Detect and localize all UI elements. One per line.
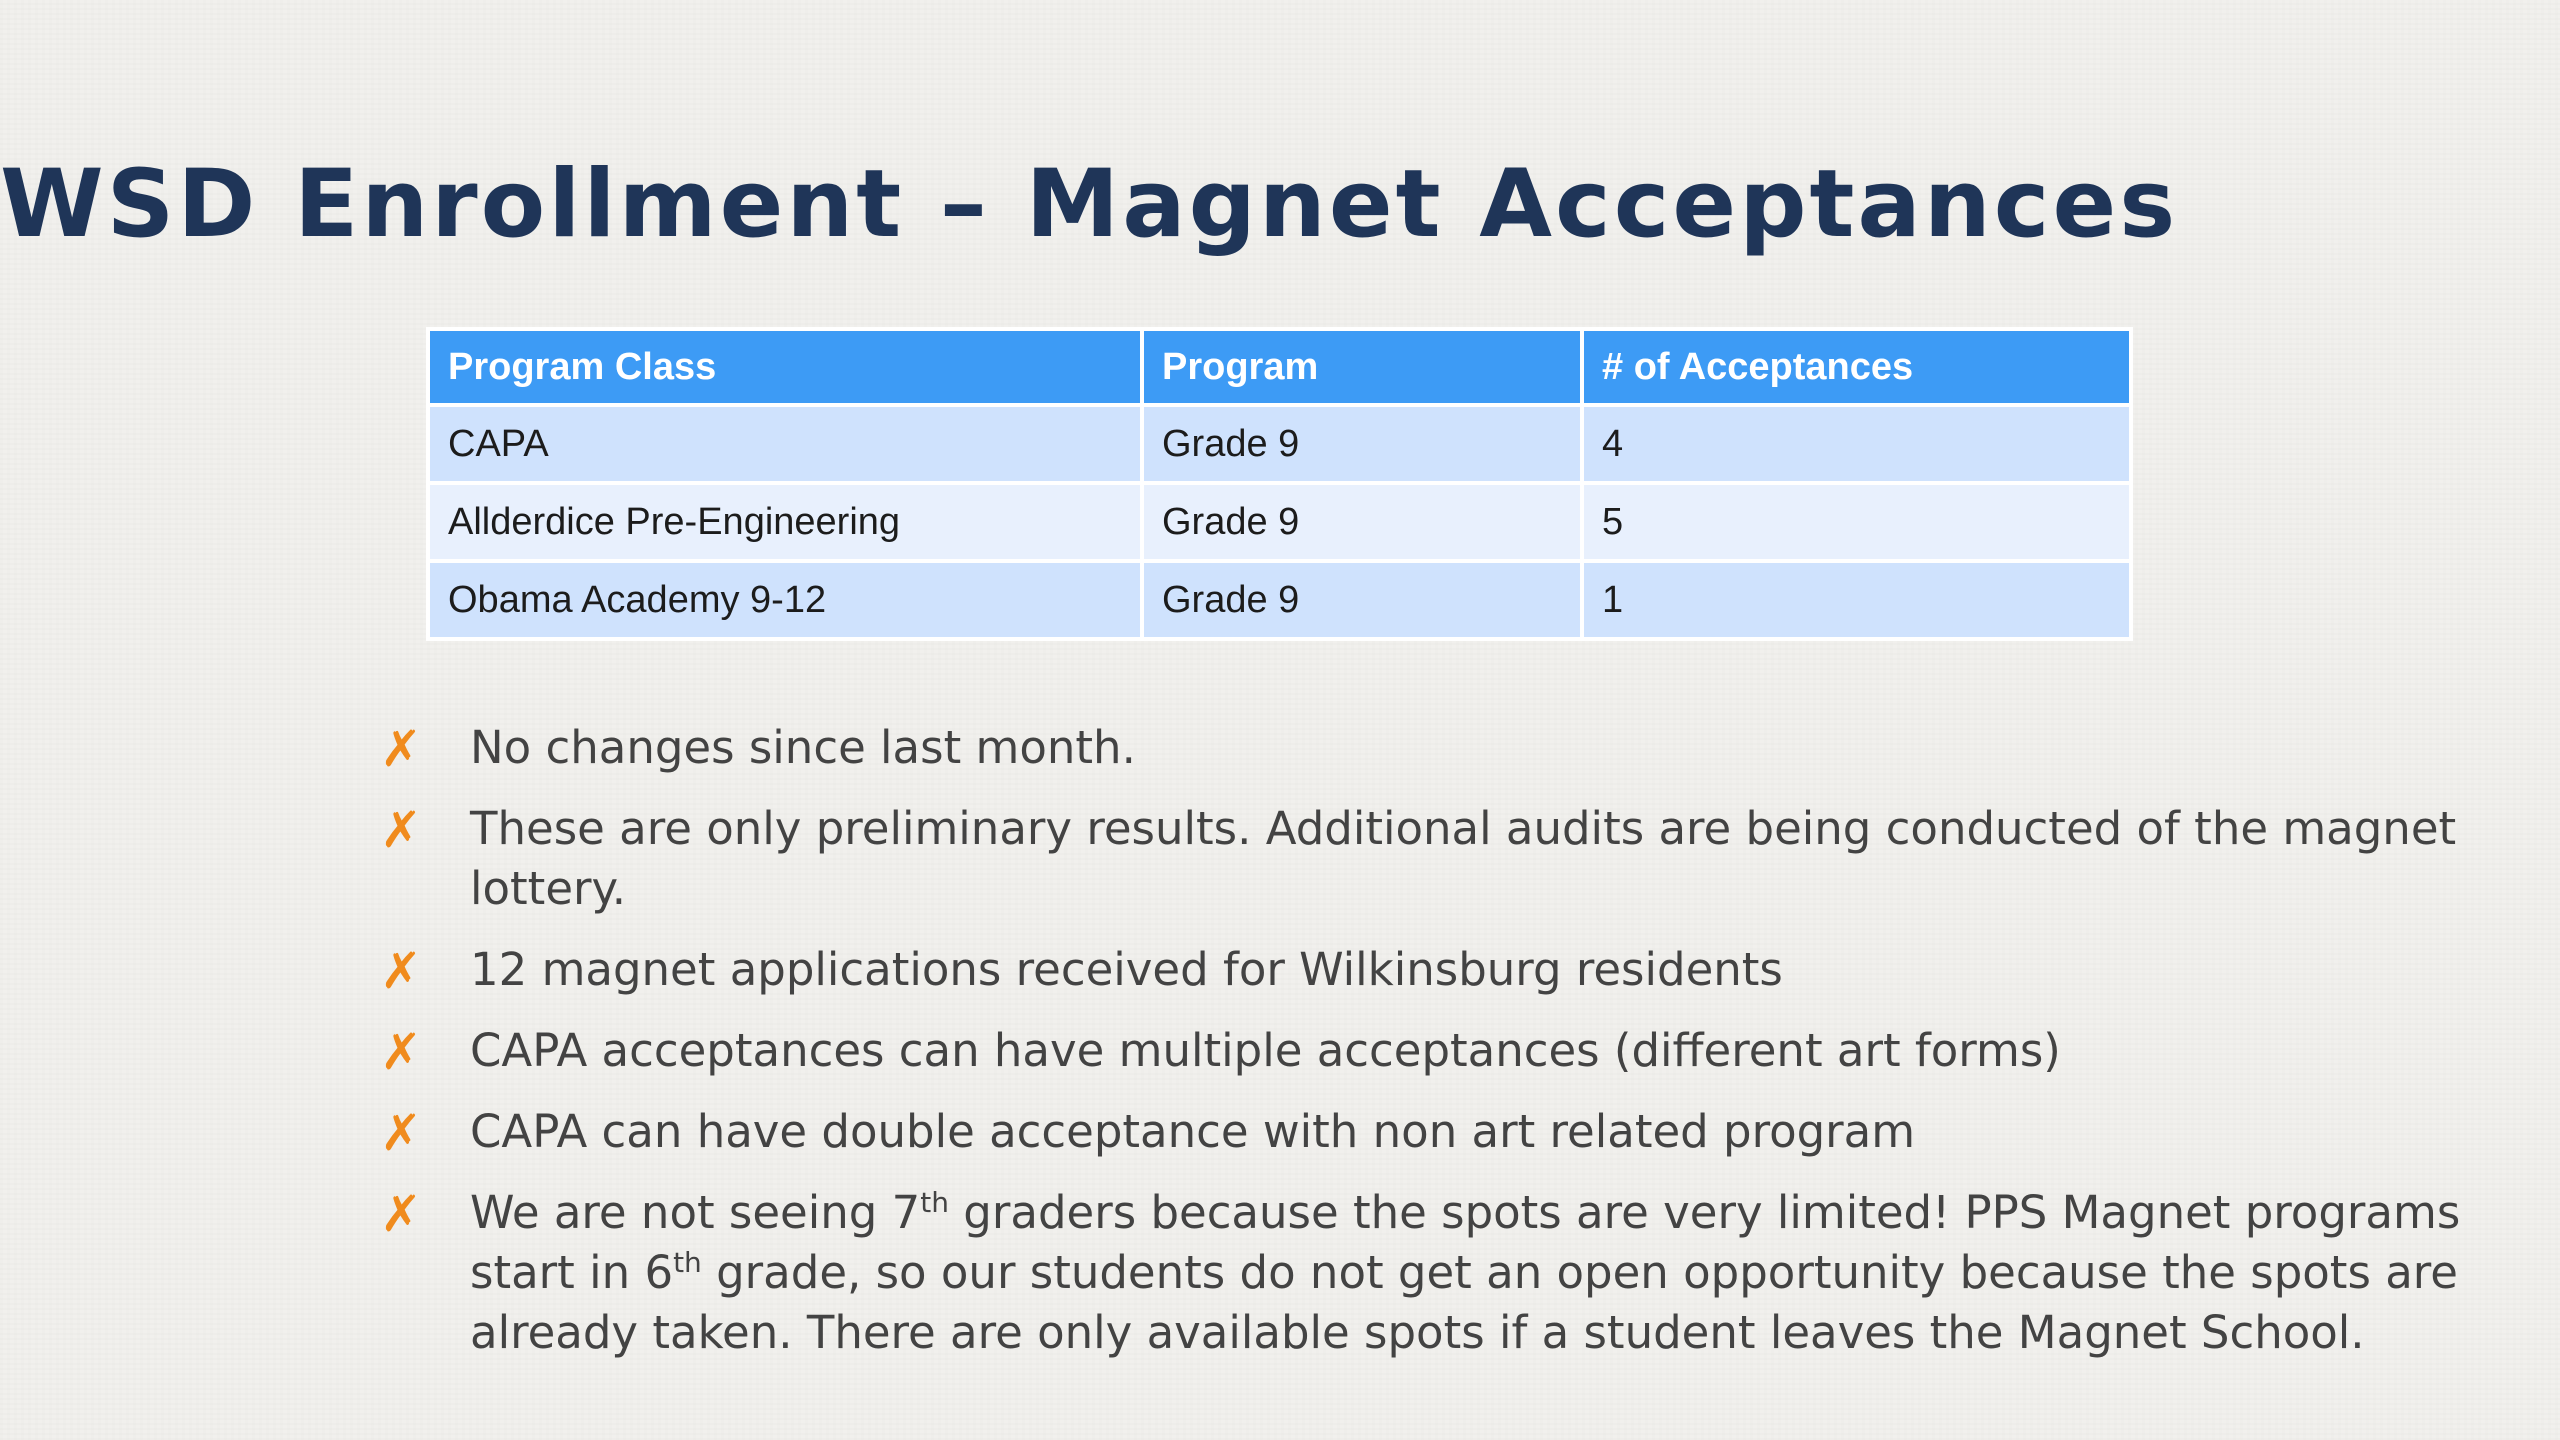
- ordinal-suffix: th: [673, 1246, 702, 1279]
- x-mark-icon: ✗: [380, 942, 422, 1000]
- table-row: [428, 561, 2131, 639]
- cell-program: Grade 9: [1142, 405, 1582, 483]
- cell-program-class: Obama Academy 9-12: [428, 561, 1142, 639]
- x-mark-icon: ✗: [380, 720, 422, 778]
- header-program-class: Program Class: [428, 329, 1142, 405]
- cell-program: Grade 9: [1142, 561, 1582, 639]
- text-part: We are not seeing 7: [470, 1186, 921, 1239]
- list-item: [380, 1183, 2550, 1363]
- slide-title: WSD Enrollment – Magnet Acceptances: [0, 150, 2179, 259]
- cell-program-class: Allderdice Pre-Engineering: [428, 483, 1142, 561]
- table-header-row: [428, 329, 2131, 405]
- table-row: [428, 483, 2131, 561]
- text-part: graders because the spots are very limited! PPS Magnet programs start in 6: [470, 1186, 2461, 1299]
- notes-list: [380, 718, 2550, 1384]
- list-item: [380, 1102, 2550, 1162]
- cell-acceptances: 1: [1582, 561, 2131, 639]
- cell-acceptances: 4: [1582, 405, 2131, 483]
- cell-program: Grade 9: [1142, 483, 1582, 561]
- x-mark-icon: ✗: [380, 1104, 422, 1162]
- text-part: grade, so our students do not get an open opportunity because the spots are already taken. There are only available spots if a student leaves the Magnet School.: [470, 1246, 2458, 1359]
- x-mark-icon: ✗: [380, 1023, 422, 1081]
- header-acceptances: # of Acceptances: [1582, 329, 2131, 405]
- list-item-text: 12 magnet applications received for Wilkinsburg residents: [470, 943, 1783, 996]
- list-item-text: CAPA acceptances can have multiple acceptances (different art forms): [470, 1024, 2061, 1077]
- cell-program-class: CAPA: [428, 405, 1142, 483]
- list-item: [380, 718, 2550, 778]
- x-mark-icon: ✗: [380, 1185, 422, 1243]
- list-item: [380, 799, 2550, 919]
- list-item-text: These are only preliminary results. Additional audits are being conducted of the magnet lottery.: [470, 802, 2457, 915]
- table-row: [428, 405, 2131, 483]
- list-item: [380, 1021, 2550, 1081]
- list-item-text: No changes since last month.: [470, 721, 1136, 774]
- header-program: Program: [1142, 329, 1582, 405]
- ordinal-suffix: th: [920, 1186, 949, 1219]
- x-mark-icon: ✗: [380, 801, 422, 859]
- acceptances-table: [426, 327, 2133, 641]
- list-item-text: [470, 1186, 2460, 1359]
- cell-acceptances: 5: [1582, 483, 2131, 561]
- list-item: [380, 940, 2550, 1000]
- list-item-text: CAPA can have double acceptance with non art related program: [470, 1105, 1916, 1158]
